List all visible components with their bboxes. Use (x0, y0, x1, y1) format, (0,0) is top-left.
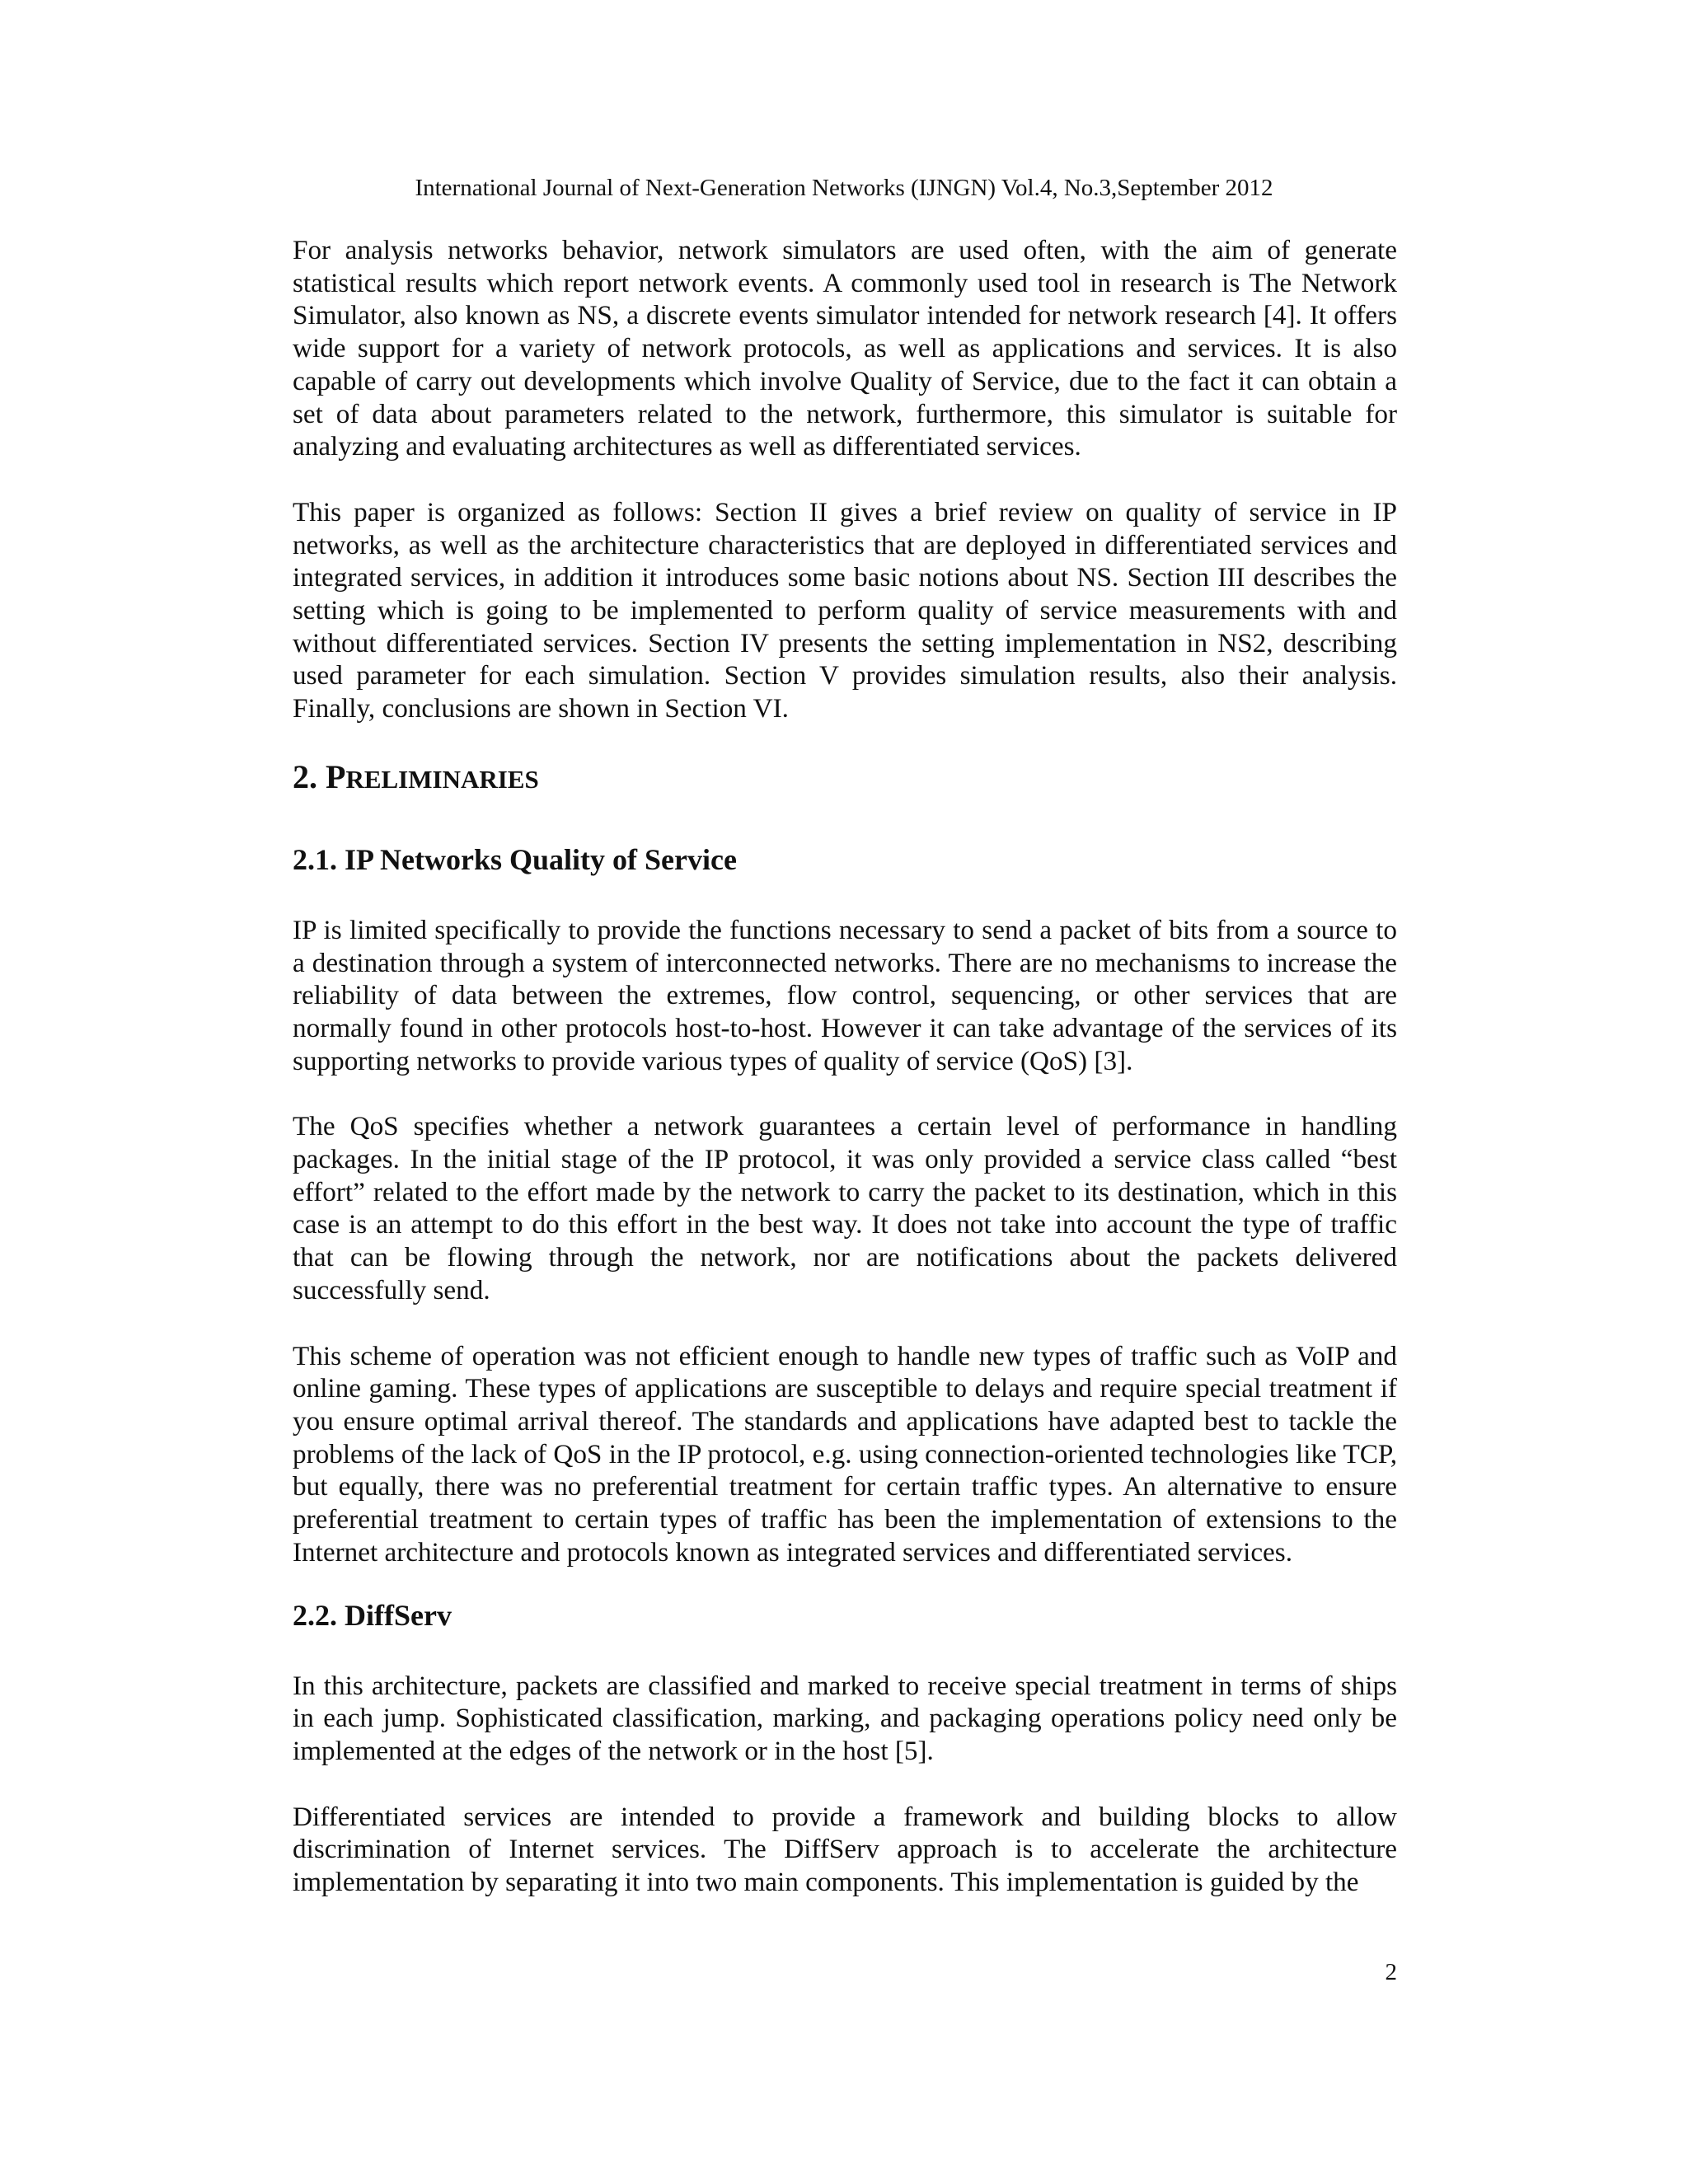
section-title-rest: RELIMINARIES (345, 764, 539, 794)
intro-paragraph-2: This paper is organized as follows: Section II gives a brief review on quality of service in IP networks, as well as the architecture characteristics that are deployed in differentiated services and integrated services, in addition it introduces some basic notions about NS. Section III describes the setting which is going to be implemented to perform quality of service measurements with and without differentiated services. Section IV presents the setting implementation in NS2, describing used parameter for each simulation. Section V provides simulation results, also their analysis. Finally, conclusions are shown in Section VI. (293, 496, 1397, 724)
diffserv-paragraph-1: In this architecture, packets are classified and marked to receive special treatment in terms of ships in each jump. Sophisticated classification, marking, and packaging operations policy need only be implemented at the edges of the network or in the host [5]. (293, 1670, 1397, 1766)
subsection-heading-ip-qos: 2.1. IP Networks Quality of Service (293, 842, 737, 876)
subsection-heading-diffserv: 2.2. DiffServ (293, 1598, 452, 1632)
ip-qos-paragraph-1: IP is limited specifically to provide the functions necessary to send a packet of bits from a source to a destination through a system of interconnected networks. There are no mechanisms to increase the reliability of data between the extremes, flow control, sequencing, or other services that are normally found in other protocols host-to-host. However it can take advantage of the services of its supporting networks to provide various types of quality of service (QoS) [3]. (293, 914, 1397, 1076)
running-header: International Journal of Next-Generation Networks (IJNGN) Vol.4, No.3,September 2012 (415, 175, 1273, 201)
ip-qos-paragraph-3: This scheme of operation was not efficient enough to handle new types of traffic such as VoIP and online gaming. These types of applications are susceptible to delays and require special treatment if you ensure optimal arrival thereof. The standards and applications have adapted best to tackle the problems of the lack of QoS in the IP protocol, e.g. using connection-oriented technologies like TCP, but equally, there was no preferential treatment for certain traffic types. An alternative to ensure preferential treatment to certain types of traffic has been the implementation of extensions to the Internet architecture and protocols known as integrated services and differentiated services. (293, 1340, 1397, 1568)
section-number: 2. (293, 757, 326, 795)
intro-paragraph-1: For analysis networks behavior, network simulators are used often, with the aim of generate statistical results which report network events. A commonly used tool in research is The Network Simulator, also known as NS, a discrete events simulator intended for network research [4]. It offers wide support for a variety of network protocols, as well as applications and services. It is also capable of carry out developments which involve Quality of Service, due to the fact it can obtain a set of data about parameters related to the network, furthermore, this simulator is suitable for analyzing and evaluating architectures as well as differentiated services. (293, 235, 1397, 462)
section-heading-preliminaries (293, 758, 1397, 799)
section-title-initial: P (326, 757, 346, 795)
page-number: 2 (1385, 1959, 1397, 1985)
page-body (293, 234, 1397, 1932)
ip-qos-paragraph-2: The QoS specifies whether a network guarantees a certain level of performance in handling packages. In the initial stage of the IP protocol, it was only provided a service class called “best effort” related to the effort made by the network to carry the packet to its destination, which in this case is an attempt to do this effort in the best way. It does not take into account the type of traffic that can be flowing through the network, nor are notifications about the packets delivered successfully send. (293, 1111, 1397, 1305)
diffserv-paragraph-2: Differentiated services are intended to provide a framework and building blocks to allow discrimination of Internet services. The DiffServ approach is to accelerate the architecture implementation by separating it into two main components. This implementation is guided by the (293, 1801, 1397, 1898)
